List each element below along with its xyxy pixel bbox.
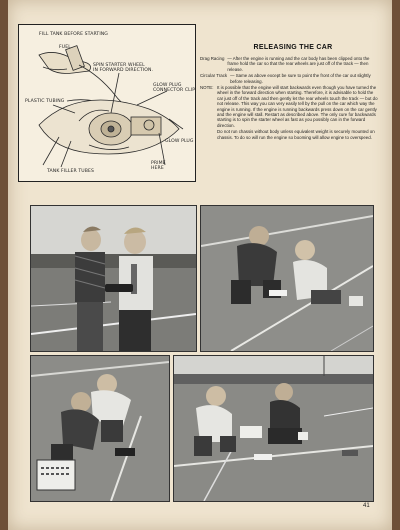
label-fill-tank: FILL TANK BEFORE STARTING: [39, 32, 108, 37]
entry-body: It is possible that the engine will start backwards even though you have turned the wheel in the forward direction when starting. Therefore, it is advisable to hold the car just off of the track and then gently let the rear wheels touch the track — but do not release. This way you can very easily tell by the pull on the car which way the engine is running. If the engine is running backwards press down on the car gently and the engine will stall. Restart as described above. The only cure for backwards starting is to spin the starter wheel as fast as you possibly can in the forward direction.: [217, 85, 378, 128]
entry-term: [200, 129, 214, 140]
entry-body: — After the engine is running and the car body has been clipped onto the frame hold the car so that the rear wheels are just off of the track — then release.: [227, 56, 370, 72]
label-tank-filler: TANK FILLER TUBES: [47, 169, 95, 174]
label-glow-plug: GLOW PLUG: [165, 139, 194, 144]
entry-drag-racing: [200, 56, 380, 72]
entry-term: NOTE:: [200, 85, 214, 91]
page-number: 41: [363, 503, 370, 509]
photo-boys-starting-car: [30, 355, 170, 502]
entry-note-continued: [200, 129, 380, 140]
entry-body: Do not run chassis without body unless equivalent weight is securely mounted on chassis. To do so will run the engine so booming will allow engine to overspeed.: [217, 129, 375, 140]
instructions-text: [200, 56, 380, 141]
photo-boys-on-track: [200, 205, 374, 352]
entry-term: Drag Racing: [200, 56, 225, 61]
section-heading: RELEASING THE CAR: [253, 44, 333, 51]
photo-boys-holding-car: [30, 205, 197, 352]
manual-page: [8, 0, 392, 530]
label-glow-plug-clip: GLOW PLUG CONNECTOR CLIP: [153, 83, 196, 93]
label-fuel: FUEL: [59, 45, 71, 50]
entry-body: — Same as above except be sure to point the front of the car out slightly before releasing.: [230, 73, 371, 84]
label-prime-here: PRIME HERE: [151, 161, 166, 171]
engine-diagram: [18, 24, 196, 182]
entry-circular-track: [200, 73, 380, 84]
photo-boys-racing: [173, 355, 374, 502]
label-spin-starter: SPIN STARTER WHEEL IN FORWARD DIRECTION.: [93, 63, 154, 73]
entry-term: Circular Track: [200, 73, 228, 79]
entry-note: [200, 85, 380, 128]
label-plastic-tubing: PLASTIC TUBING: [25, 99, 65, 104]
